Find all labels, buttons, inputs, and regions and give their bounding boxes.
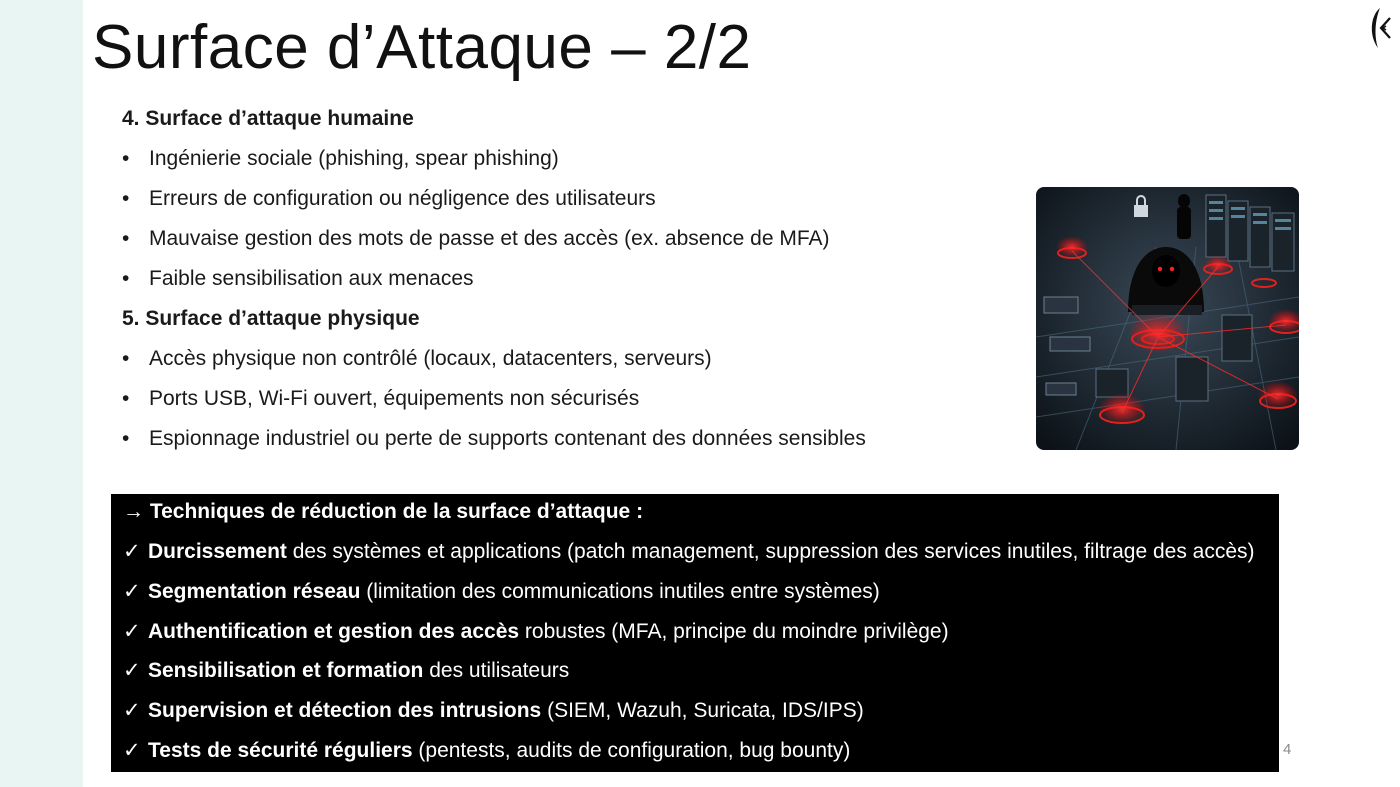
list-item: • Accès physique non contrôlé (locaux, datacenters, serveurs) xyxy=(122,344,1002,384)
list-item: • Ports USB, Wi-Fi ouvert, équipements non sécurisés xyxy=(122,384,1002,424)
left-accent-band xyxy=(0,0,83,787)
techniques-box xyxy=(111,494,1279,772)
list-item: ✓ Sensibilisation et formation des utilisateurs xyxy=(123,656,569,686)
company-logo-icon xyxy=(1366,6,1392,50)
bullet-icon: • xyxy=(122,387,130,410)
list-item: • Mauvaise gestion des mots de passe et des accès (ex. absence de MFA) xyxy=(122,224,1002,264)
list-item: ✓ Tests de sécurité réguliers (pentests, audits de configuration, bug bounty) xyxy=(123,736,850,766)
checkmark-icon: ✓ xyxy=(123,580,141,603)
list-item: • Espionnage industriel ou perte de supports contenant des données sensibles xyxy=(122,424,1002,464)
list-item: ✓ Segmentation réseau (limitation des communications inutiles entre systèmes) xyxy=(123,577,880,607)
checkmark-icon: ✓ xyxy=(123,659,141,682)
content-area xyxy=(122,104,1002,464)
bullet-icon: • xyxy=(122,267,130,290)
arrow-right-icon: → xyxy=(123,500,144,523)
checkmark-icon: ✓ xyxy=(123,620,141,643)
list-item: • Ingénierie sociale (phishing, spear phishing) xyxy=(122,144,1002,184)
list-item: • Erreurs de configuration ou négligence des utilisateurs xyxy=(122,184,1002,224)
page-number: 4 xyxy=(1283,741,1292,758)
bullet-icon: • xyxy=(122,347,130,370)
checkmark-icon: ✓ xyxy=(123,739,141,762)
list-item: ✓ Durcissement des systèmes et applications (patch management, suppression des services inutiles, filtrage des accès) xyxy=(123,537,1255,567)
list-item: ✓ Authentification et gestion des accès robustes (MFA, principe du moindre privilège) xyxy=(123,617,949,647)
cyberattack-illustration xyxy=(1036,187,1299,450)
section-heading-physical: 5. Surface d’attaque physique xyxy=(122,307,420,330)
section-heading-human: 4. Surface d’attaque humaine xyxy=(122,107,414,130)
list-item: • Faible sensibilisation aux menaces xyxy=(122,264,1002,304)
list-item: ✓ Supervision et détection des intrusions (SIEM, Wazuh, Suricata, IDS/IPS) xyxy=(123,696,864,726)
techniques-heading: → Techniques de réduction de la surface d’attaque : xyxy=(123,500,644,523)
checkmark-icon: ✓ xyxy=(123,699,141,722)
bullet-icon: • xyxy=(122,187,130,210)
bullet-icon: • xyxy=(122,147,130,170)
checkmark-icon: ✓ xyxy=(123,540,141,563)
slide-title: Surface d’Attaque – 2/2 xyxy=(92,13,752,82)
bullet-icon: • xyxy=(122,227,130,250)
bullet-icon: • xyxy=(122,427,130,450)
